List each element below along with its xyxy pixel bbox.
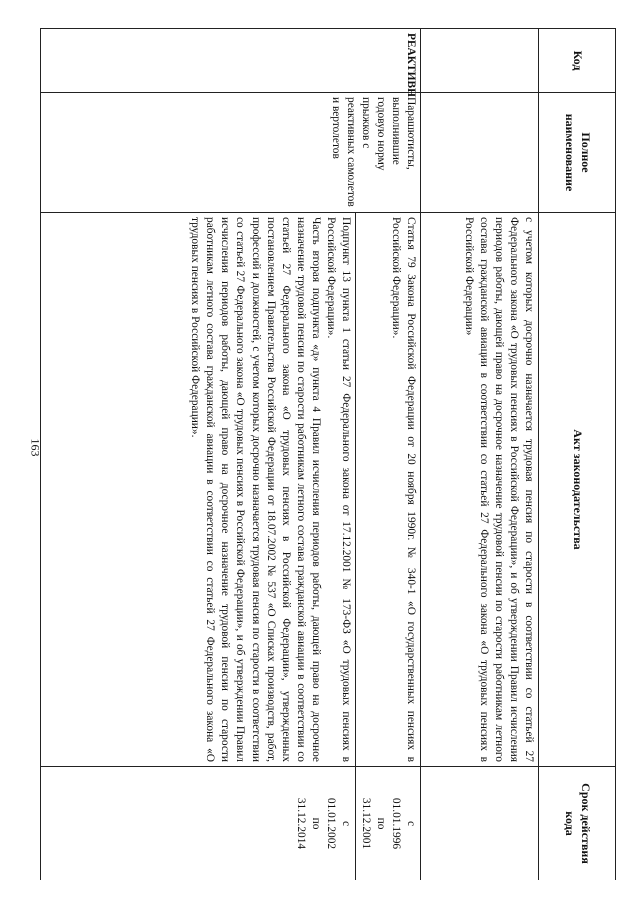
document-sheet bbox=[40, 28, 616, 880]
term-2-to: по bbox=[309, 817, 322, 830]
term-2-date-to: 31.12.2014 bbox=[294, 797, 307, 850]
cell-full-name: Парашютисты, выполнившие годовую норму прыжков с реактивных самолетов и вертолетов bbox=[41, 93, 421, 213]
term-2-from: с bbox=[339, 820, 352, 827]
header-act: Акт законодательства bbox=[539, 213, 616, 767]
rotated-table-wrapper bbox=[40, 28, 616, 880]
term-1-from: с bbox=[405, 820, 417, 827]
codes-table bbox=[40, 28, 616, 880]
act-2-paragraph-1: Подпункт 13 пункта 1 статьи 27 Федерального закона от 17.12.2001 № 173-ФЗ «О трудовых пенсиях в Российской Федерации». bbox=[324, 217, 352, 762]
cell-term-empty bbox=[421, 767, 539, 881]
cell-code: РЕАКТИВН bbox=[41, 29, 421, 93]
header-code: Код bbox=[539, 29, 616, 93]
cell-act-1: Статья 79 Закона Российской Федерации от 20 ноября 1990г. № 340-1 «О государственных пенсиях в Российской Федерации». bbox=[355, 213, 420, 767]
page-number: 163 bbox=[28, 438, 43, 457]
table-header-row bbox=[539, 29, 616, 881]
act-2-paragraph-2: Часть вторая подпункта «д» пункта 4 Правил исчисления периодов работы, дающей право на досрочное назначение трудовой пенсии по старости работникам летного состава гражданской авиации в соответствии со статьей 27 Федерального закона «О трудовых пенсиях в Российской Федерации», утвержденных постановлением Правительства Российской Федерации от 18.07.2002 № 537 «О Списках производств, работ, профессий и должностей, с учетом которых досрочно назначается трудовая пенсия по старости в соответствии со статьей 27 Федерального закона «О трудовых пенсиях в Российской Федерации», и об утверждении Правил исчисления периодов работы, дающей право на досрочное назначение трудовой пенсии по старости работникам летного состава гражданской авиации в соответствии со статьей 27 Федерального закона «О трудовых пенсиях в Российской Федерации». bbox=[189, 217, 322, 762]
term-1-date-from: 01.01.1996 bbox=[389, 797, 402, 850]
table-row-reaktivn-1 bbox=[355, 29, 420, 881]
header-full-name: Полное наименование bbox=[539, 93, 616, 213]
cell-term-2 bbox=[41, 767, 356, 881]
cell-act-continuation: с учетом которых досрочно назначается трудовая пенсия по старости в соответствии со статьей 27 Федерального закона «О трудовых пенсиях в Российской Федерации», и об утверждении Правил исчисления периодов работы, дающей право на досрочное назначение трудовой пенсии по старости работникам летного состава гражданской авиации в соответствии со статьей 27 Федерального закона «О трудовых пенсиях в Российской Федерации» bbox=[421, 213, 539, 767]
term-1-date-to: 31.12.2001 bbox=[359, 797, 372, 850]
cell-name-empty bbox=[421, 93, 539, 213]
term-1-to: по bbox=[374, 817, 387, 830]
term-2-date-from: 01.01.2002 bbox=[324, 797, 337, 850]
header-term: Срок действия кода bbox=[539, 767, 616, 881]
table-row-continuation bbox=[421, 29, 539, 881]
cell-act-2 bbox=[41, 213, 356, 767]
cell-term-1 bbox=[355, 767, 420, 881]
cell-code-empty bbox=[421, 29, 539, 93]
